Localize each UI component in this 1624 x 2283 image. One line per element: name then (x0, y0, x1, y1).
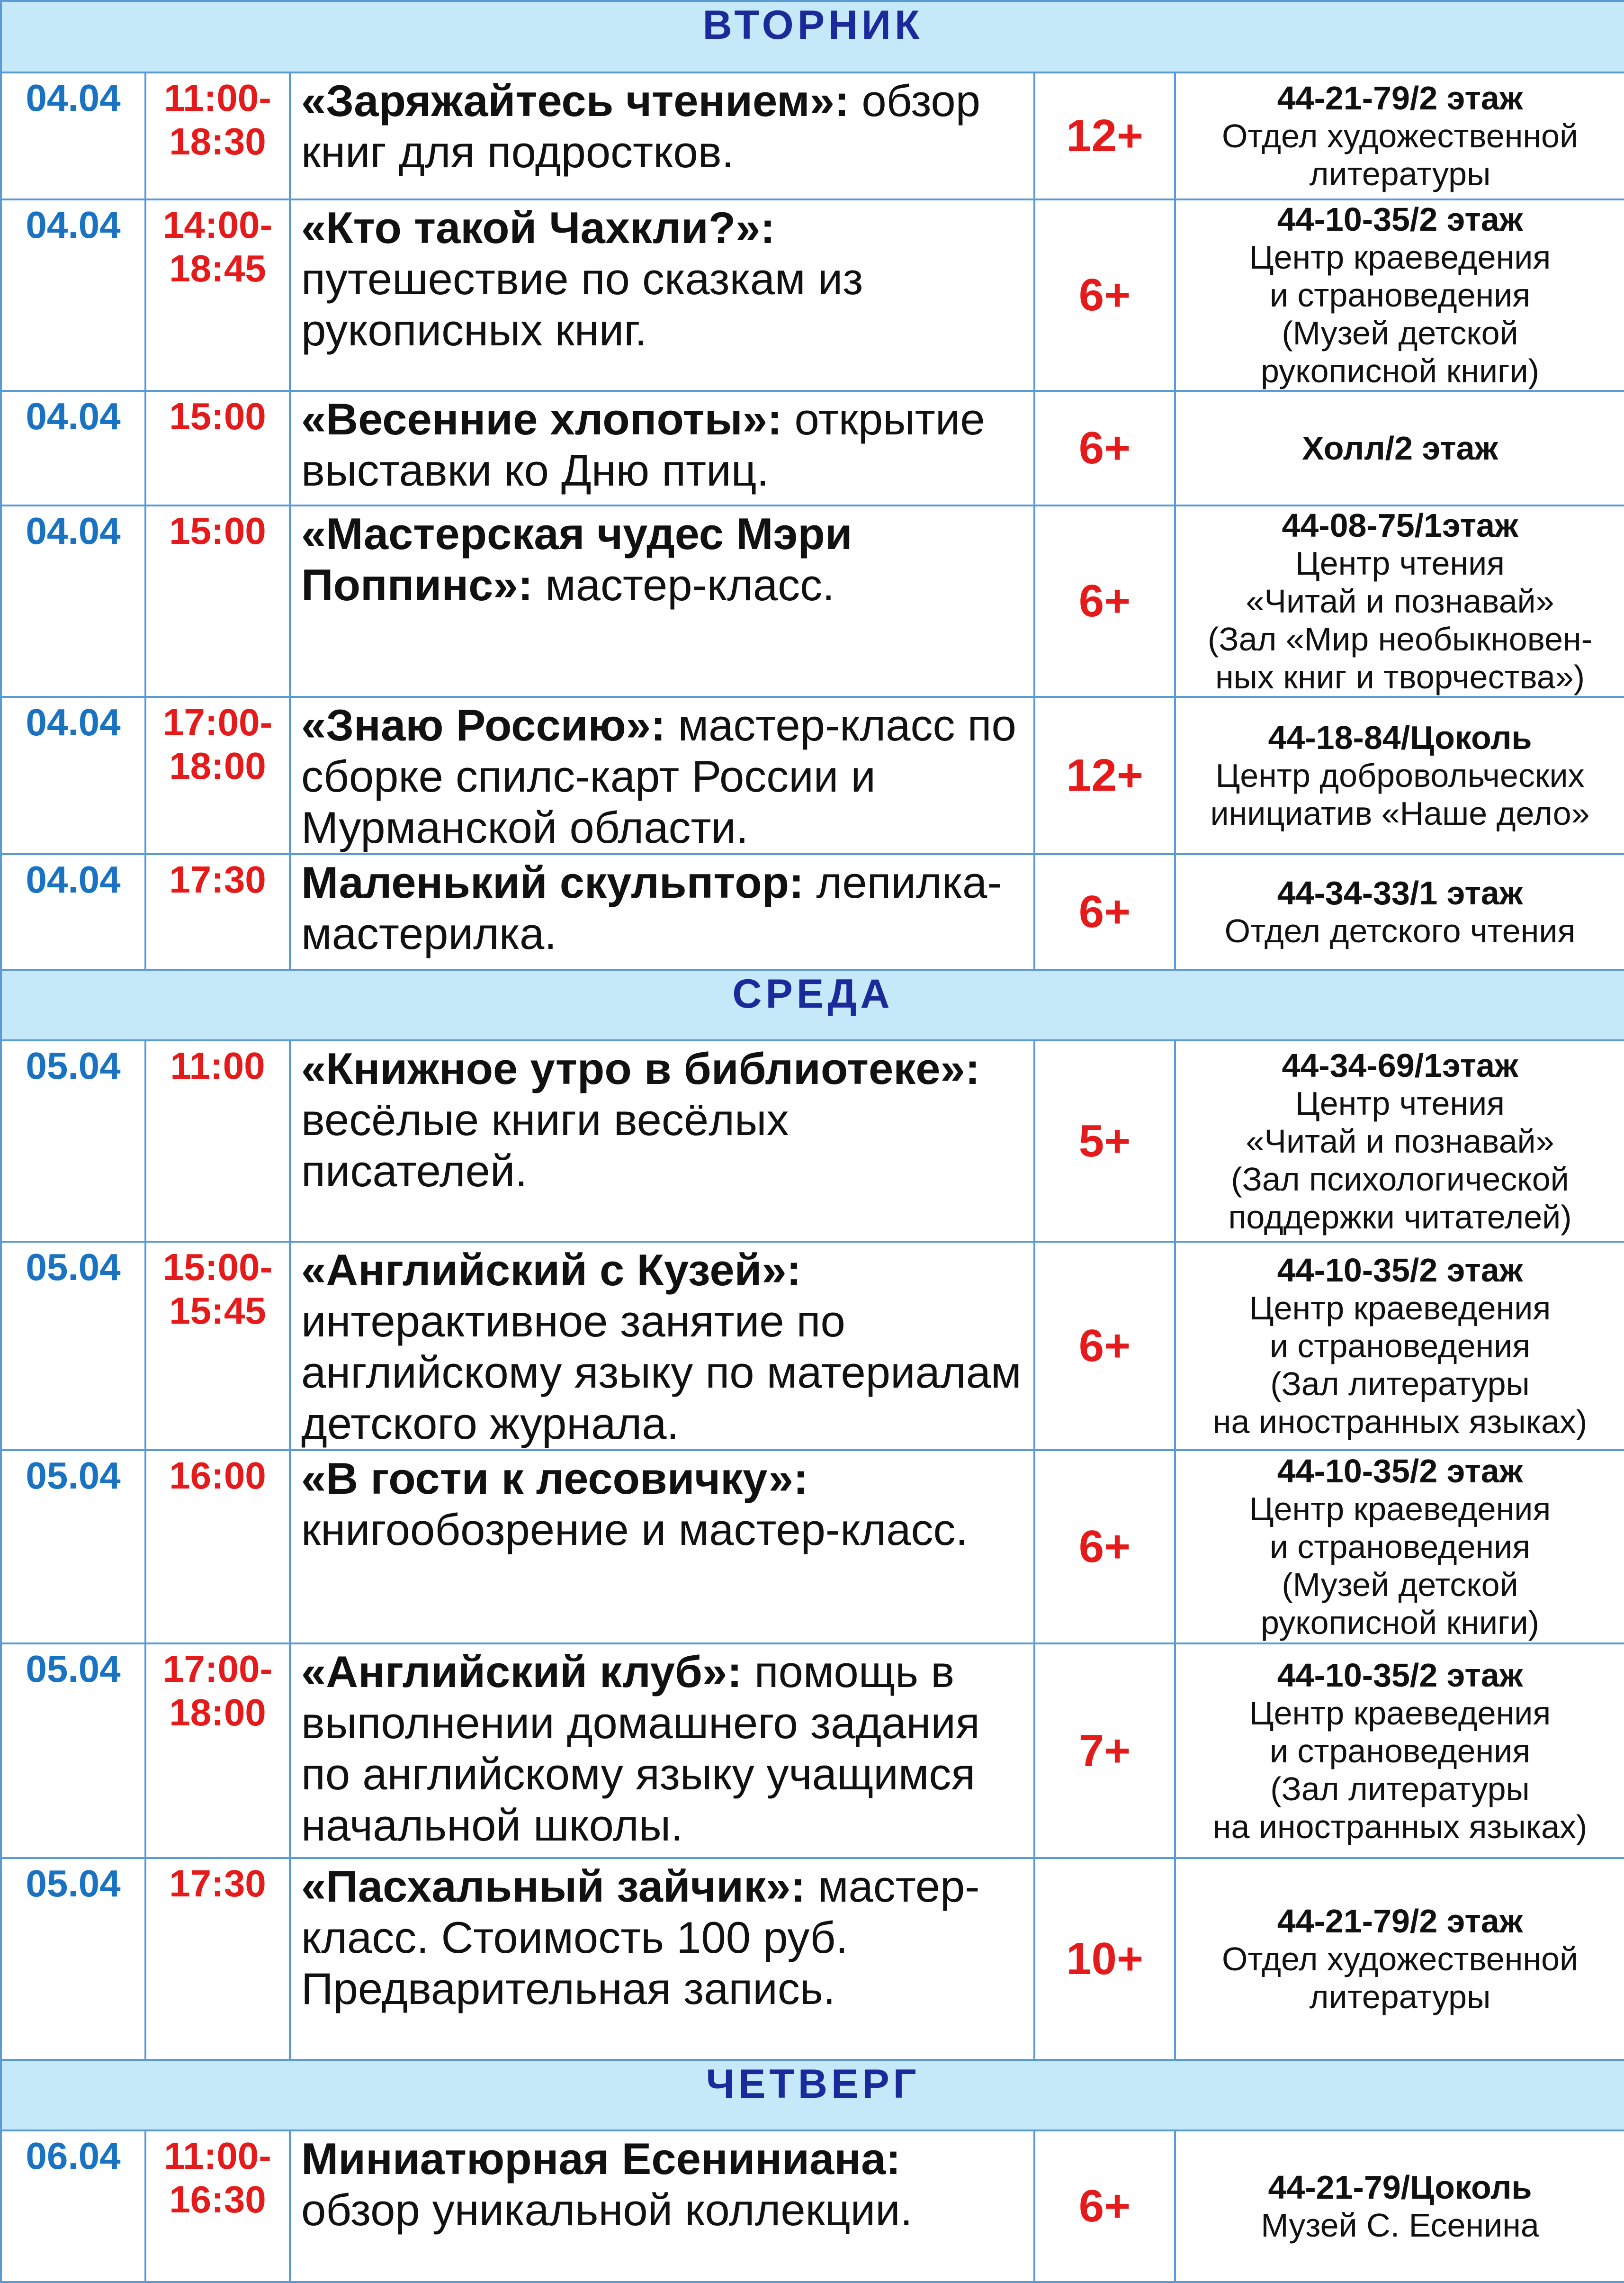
event-date: 06.04 (1, 2130, 145, 2282)
event-time-line: 15:00- (162, 1246, 273, 1288)
event-time (145, 505, 290, 697)
event-description (290, 1858, 1034, 2060)
event-time-line: 17:00- (162, 1648, 273, 1690)
event-title: «Мастерская чудес Мэри Поппинс»: (301, 509, 852, 610)
event-time-line: 18:00 (169, 745, 266, 787)
event-text: весёлые книги весёлых писателей. (301, 1095, 789, 1196)
event-text: мастер-класс. (532, 560, 835, 610)
event-time-line: 11:00- (164, 77, 271, 119)
event-time-line: 11:00 (170, 1045, 265, 1087)
event-date: 05.04 (1, 1643, 145, 1858)
event-time (145, 1040, 290, 1242)
event-title: «Английский клуб»: (301, 1647, 742, 1696)
event-time (145, 1643, 290, 1858)
event-description (290, 1450, 1034, 1643)
event-title: «Весенние хлопоты»: (301, 394, 782, 444)
event-row (1, 1040, 1624, 1242)
event-description (290, 199, 1034, 391)
event-time-line: 15:00 (169, 510, 266, 552)
location-line: литературы (1309, 155, 1491, 192)
event-row (1, 1858, 1624, 2060)
event-text: лепилка-мастерилка. (301, 857, 1002, 958)
event-date: 05.04 (1, 1242, 145, 1450)
age-rating: 6+ (1034, 505, 1175, 697)
event-location (1175, 505, 1624, 697)
location-phone-floor: 44-34-69/1этаж (1282, 1047, 1518, 1084)
event-time (145, 854, 290, 970)
location-line: инициатив «Наше дело» (1210, 795, 1590, 832)
location-phone-floor: 44-10-35/2 этаж (1277, 1252, 1523, 1289)
day-name: ВТОРНИК (1, 1, 1624, 72)
event-date: 04.04 (1, 199, 145, 391)
location-line: Музей С. Есенина (1261, 2207, 1539, 2244)
location-phone-floor: 44-21-79/2 этаж (1277, 1903, 1523, 1940)
event-row (1, 1242, 1624, 1450)
age-rating: 5+ (1034, 1040, 1175, 1242)
event-time (145, 199, 290, 391)
location-line: и страноведения (1269, 1528, 1531, 1565)
event-description (290, 1643, 1034, 1858)
location-line: (Музей детской (1282, 315, 1518, 352)
location-line: «Читай и познавай» (1246, 1122, 1554, 1160)
age-rating: 12+ (1034, 697, 1175, 854)
event-location (1175, 1643, 1624, 1858)
event-time-line: 18:00 (169, 1691, 266, 1733)
event-description (290, 391, 1034, 505)
location-line: и страноведения (1269, 1327, 1531, 1364)
location-phone-floor: 44-10-35/2 этаж (1277, 1656, 1523, 1694)
location-line: «Читай и познавай» (1246, 583, 1554, 620)
location-line: Отдел детского чтения (1224, 912, 1576, 949)
location-phone-floor: Холл/2 этаж (1301, 430, 1498, 467)
event-title: «Английский с Кузей»: (301, 1245, 801, 1295)
location-line: и страноведения (1269, 1732, 1531, 1769)
event-time (145, 1858, 290, 2060)
event-time (145, 697, 290, 854)
event-time (145, 1450, 290, 1643)
event-location (1175, 1040, 1624, 1242)
event-location (1175, 854, 1624, 970)
location-line: на иностранных языках) (1212, 1808, 1588, 1845)
event-row (1, 697, 1624, 854)
location-line: (Зал «Мир необыкновен- (1208, 621, 1593, 658)
event-time (145, 391, 290, 505)
location-phone-floor: 44-34-33/1 этаж (1277, 875, 1523, 911)
event-location (1175, 199, 1624, 391)
location-line: литературы (1309, 1978, 1491, 2015)
location-line: Отдел художественной (1221, 1940, 1579, 1977)
event-time-line: 17:30 (169, 1862, 266, 1904)
event-description (290, 72, 1034, 199)
event-text: мастер-класс. Стоимость 100 руб. Предварительная запись. (301, 1861, 980, 2013)
event-title: «В гости к лесовичку»: (301, 1453, 808, 1503)
location-line: (Зал психологической (1231, 1160, 1569, 1198)
event-title: Маленький скульптор: (301, 857, 804, 907)
event-location (1175, 391, 1624, 505)
event-text: обзор книг для подростков. (301, 76, 980, 177)
event-row (1, 1643, 1624, 1858)
event-time-line: 14:00- (162, 204, 273, 246)
event-text: интерактивное занятие по английскому языку по материалам детского журнала. (301, 1296, 1022, 1448)
event-location (1175, 1858, 1624, 2060)
event-time-line: 16:30 (169, 2178, 266, 2220)
event-time-line: 18:30 (169, 120, 266, 162)
day-header-row (1, 1, 1624, 72)
location-line: Центр краеведения (1249, 1694, 1551, 1732)
age-rating: 6+ (1034, 199, 1175, 391)
location-line: (Зал литературы (1270, 1365, 1530, 1402)
event-text: обзор уникальной коллекции. (301, 2185, 913, 2235)
age-rating: 6+ (1034, 2130, 1175, 2282)
event-time-line: 16:00 (169, 1454, 266, 1497)
event-date: 04.04 (1, 72, 145, 199)
event-row (1, 1450, 1624, 1643)
event-description (290, 854, 1034, 970)
event-date: 04.04 (1, 854, 145, 970)
event-description (290, 505, 1034, 697)
location-line: Отдел художественной (1221, 117, 1579, 154)
event-location (1175, 1450, 1624, 1643)
location-line: и страноведения (1269, 277, 1531, 314)
location-line: Центр краеведения (1249, 239, 1551, 276)
event-location (1175, 697, 1624, 854)
location-line: Центр добровольческих (1215, 757, 1585, 794)
location-line: на иностранных языках) (1212, 1403, 1588, 1440)
location-line: Центр краеведения (1249, 1290, 1551, 1326)
location-line: (Музей детской (1282, 1566, 1518, 1603)
event-row (1, 391, 1624, 505)
location-line: Центр чтения (1295, 545, 1505, 582)
event-title: «Кто такой Чахкли?»: (301, 203, 775, 253)
event-text: книгообозрение и мастер-класс. (301, 1505, 968, 1554)
event-row (1, 2130, 1624, 2282)
day-header-row (1, 2060, 1624, 2130)
event-text: помощь в выполнении домашнего задания по английскому языку учащимся начальной школы. (301, 1647, 980, 1850)
location-phone-floor: 44-18-84/Цоколь (1268, 719, 1532, 756)
location-phone-floor: 44-10-35/2 этаж (1277, 201, 1523, 238)
event-text: путешествие по сказкам из рукописных книг. (301, 254, 863, 355)
event-location (1175, 1242, 1624, 1450)
event-row (1, 854, 1624, 970)
location-line: Центр краеведения (1249, 1490, 1551, 1527)
age-rating: 12+ (1034, 72, 1175, 199)
event-date: 04.04 (1, 697, 145, 854)
age-rating: 6+ (1034, 1242, 1175, 1450)
event-description (290, 697, 1034, 854)
event-title: «Пасхальный зайчик»: (301, 1861, 806, 1911)
location-line: рукописной книги) (1261, 1604, 1539, 1641)
event-description (290, 2130, 1034, 2282)
event-date: 04.04 (1, 391, 145, 505)
location-phone-floor: 44-21-79/Цоколь (1268, 2169, 1532, 2206)
event-row (1, 72, 1624, 199)
event-time-line: 18:45 (169, 247, 266, 289)
location-line: Центр чтения (1295, 1084, 1505, 1122)
event-title: «Заряжайтесь чтением»: (301, 76, 850, 126)
event-time-line: 17:00- (162, 701, 273, 743)
event-time-line: 17:30 (169, 858, 266, 901)
event-text: открытие выставки ко Дню птиц. (301, 394, 985, 495)
event-time (145, 72, 290, 199)
location-line: ных книг и творчества») (1215, 659, 1585, 695)
event-time-line: 11:00- (164, 2135, 271, 2177)
event-time (145, 1242, 290, 1450)
event-time (145, 2130, 290, 2282)
location-phone-floor: 44-08-75/1этаж (1282, 507, 1518, 544)
location-line: поддержки читателей) (1228, 1198, 1572, 1236)
age-rating: 6+ (1034, 1450, 1175, 1643)
day-name: СРЕДА (1, 970, 1624, 1040)
event-date: 05.04 (1, 1040, 145, 1242)
location-line: рукописной книги) (1261, 352, 1539, 389)
location-line: (Зал литературы (1270, 1770, 1530, 1807)
event-title: «Знаю Россию»: (301, 700, 666, 750)
event-time-line: 15:45 (169, 1290, 266, 1332)
day-name: ЧЕТВЕРГ (1, 2060, 1624, 2130)
event-location (1175, 2130, 1624, 2282)
event-description (290, 1242, 1034, 1450)
event-description (290, 1040, 1034, 1242)
event-row (1, 505, 1624, 697)
age-rating: 6+ (1034, 854, 1175, 970)
event-row (1, 199, 1624, 391)
event-location (1175, 72, 1624, 199)
event-date: 05.04 (1, 1858, 145, 2060)
location-phone-floor: 44-10-35/2 этаж (1277, 1453, 1523, 1489)
event-title: «Книжное утро в библиотеке»: (301, 1044, 980, 1093)
event-date: 05.04 (1, 1450, 145, 1643)
location-phone-floor: 44-21-79/2 этаж (1277, 80, 1523, 117)
age-rating: 10+ (1034, 1858, 1175, 2060)
event-date: 04.04 (1, 505, 145, 697)
age-rating: 6+ (1034, 391, 1175, 505)
event-time-line: 15:00 (169, 395, 266, 437)
event-text: мастер-класс по сборке спилс-карт России и Мурманской области. (301, 700, 1016, 852)
event-title: Миниатюрная Есениниана: (301, 2134, 901, 2184)
day-header-row (1, 970, 1624, 1040)
age-rating: 7+ (1034, 1643, 1175, 1858)
